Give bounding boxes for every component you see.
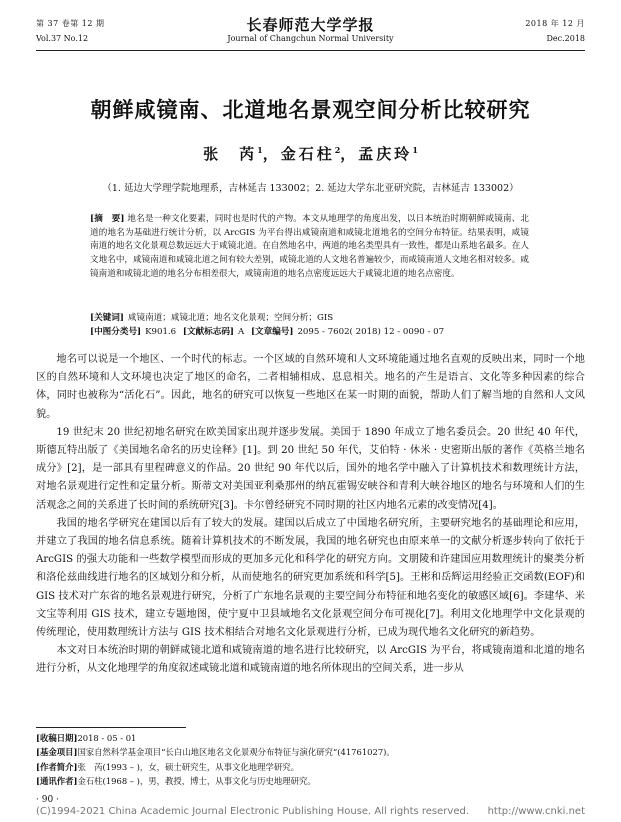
doc-code-value: A <box>237 327 245 337</box>
contact-text: 金石柱(1968 – )，男，教授，博士，从事文化与历史地理研究。 <box>77 776 316 787</box>
body-paragraph: 我国的地名学研究在建国以后有了较大的发展。建国以后成立了中国地名研究所，主要研究地名的基础理论和应用，并建立了我国的地名信息系统。随着计算机技术的不断发展，我国的地名研究也由原来单一的文献分析逐步转向了依托于 ArcGIS 的强大功能和一些数学模型而形成的更加多元化和科学化的研究方向。文朋陵和许建国应用数理统计的聚类分析和洛伦兹曲线进行地名的区域划分和分析，从而使地名的研究更加系统和科学[5]。王彬和岳辉运用经验正交函数(EOF)和 GIS 技术对广东省的地名景观进行研究，分析了广东地名景观的主要空间分布特征和地名变化的敏感区域[6]。李建华、米文宝等利用 GIS 技术，建立专题地图，使宁夏中卫县域地名文化景观空间分布可视化[7]。利用文化地理学中文化景观的传统理论，使用数理统计方法与 GIS 技术相结合对地名文化景观进行分析，已成为现代地名文化研究的新趋势。 <box>36 517 585 639</box>
author-affil-mark: 2 <box>334 145 341 155</box>
classification-line <box>90 326 529 338</box>
header-date-en: Dec.2018 <box>546 34 585 43</box>
received-label: [收稿日期] <box>36 733 78 743</box>
author-name: ，金石柱 <box>262 145 335 163</box>
body-paragraph: 19 世纪末 20 世纪初地名研究在欧美国家出现并逐步发展。美国于 1890 年成立了地名委员会。20 世纪 40 年代，斯德瓦特出版了《美国地名命名的历史诠释》[1]。到 20 世纪 50 年代，艾伯特 · 休米 · 史密斯出版的著作《英格兰地名成分》[2]，是一部具有里程碑意义的作品。20 世纪 90 年代以后，国外的地名学中融入了计算机技术和数理统计方法，对地名景观进行定性和定量分析。斯蒂文对美国亚利桑那州的纳瓦霍锡安峡谷和青利大峡谷地区的地名与环境和人们的生活观念之间的关系进了长时间的系统研究[3]。卡尔曾经研究不同时期的社区内地名元素的改变情况[4]。 <box>36 426 585 511</box>
running-header <box>36 14 585 50</box>
footnote-received <box>36 731 585 745</box>
header-journal-en: Journal of Changchun Normal University <box>227 34 394 43</box>
fund-text: 国家自然科学基金项目“长白山地区地名文化景观分布特征与演化研究”(41761027)。 <box>77 747 395 758</box>
body-paragraph: 本文对日本统治时期的朝鲜咸镜北道和咸镜南道的地名进行比较研究，以 ArcGIS 为平台，将咸镜南道和北道的地名进行分析，从文化地理学的角度叙述咸镜北道和咸镜南道的地名所体现出的空间关系，进一步从 <box>36 645 585 675</box>
article-title: 朝鲜咸镜南、北道地名景观空间分析比较研究 <box>90 97 531 122</box>
doc-code-label: [文献标志码] <box>182 327 234 337</box>
author-affil-mark: 1 <box>257 145 263 155</box>
author-name: 张 芮 <box>203 145 258 163</box>
keywords-label: [关键词] <box>90 313 124 323</box>
author-affil-mark: 1 <box>412 145 418 155</box>
body-paragraph: 地名可以说是一个地区、一个时代的标志。一个区域的自然环境和人文环境能通过地名直观的反映出来，同时一个地区的自然环境和人文环境也决定了地区的命名，二者相辅相成、息息相关。地名的产生是语言、文化等多种因素的综合体，同时也被称为“活化石”。因此，地名的研究可以恢复一些地区在某一时期的面貌，帮助人们了解当地的自然和人文风貌。 <box>36 354 585 420</box>
fund-label: [基金项目] <box>36 747 78 758</box>
footnote-author <box>36 760 585 774</box>
author-name: ，孟庆玲 <box>340 145 413 163</box>
contact-label: [通讯作者] <box>36 776 78 787</box>
affiliations: （1. 延边大学理学院地理系，吉林延吉 133002；2. 延边大学东北亚研究院，吉林延吉 133002） <box>102 183 519 194</box>
header-volume-en: Vol.37 No.12 <box>36 34 89 43</box>
footnote-contact <box>36 774 585 788</box>
copyright-text: (C)1994-2021 China Academic Journal Electronic Publishing House. All rights reserved. <box>36 806 469 817</box>
article-id-value: 2095 - 7602( 2018) 12 - 0090 - 07 <box>297 327 445 337</box>
footnote-fund <box>36 745 585 759</box>
keywords-text: 咸镜南道；咸镜北道；地名文化景观；空间分析；GIS <box>127 313 334 323</box>
author-bio-text: 张 芮(1993 – )，女，硕士研究生，从事文化地理学研究。 <box>77 761 300 772</box>
header-volume-cn: 第 37 卷第 12 期 <box>36 19 105 28</box>
footnote-divider <box>36 727 186 728</box>
abstract-text: 地名是一种文化要素，同时也是时代的产物。本文从地理学的角度出发，以日本统治时期朝鲜咸镜南、北道的地名为基础进行统计分析，以 ArcGIS 为平台得出咸镜南道和咸镜北道地名的空间分布特征。结果表明，咸镜南道的地名文化景观总数远远大于咸镜北道。在自然地名中，两道的地名类型具有一致性，都是山系地名最多。在人文地名中，咸镜南道和咸镜北道之间有较大差别，咸镜北道的人文地名普遍较少，而咸镜南道人文地名相对较多。咸镜南道和咸镜北道的地名分布相差很大，咸镜南道的地名点密度远远大于咸镜北道的地名点密度。 <box>90 214 529 279</box>
body-text <box>36 351 585 679</box>
author-list <box>0 143 621 164</box>
footnotes <box>36 731 585 789</box>
header-date-cn: 2018 年 12 月 <box>525 19 585 28</box>
header-divider <box>36 50 585 51</box>
header-journal-cn: 长春师范大学学报 <box>246 16 375 34</box>
page-number: · 90 · <box>36 795 59 805</box>
copyright-url: http://www.cnki.net <box>487 806 585 817</box>
author-bio-label: [作者简介] <box>36 761 78 772</box>
received-date: 2018 - 05 - 01 <box>77 733 137 743</box>
abstract-block <box>90 213 529 282</box>
article-id-label: [文章编号] <box>250 327 294 337</box>
copyright-footer <box>36 806 585 817</box>
abstract-label: [摘 要] <box>90 214 125 224</box>
clc-value: K901.6 <box>145 327 177 337</box>
keywords-line <box>90 312 529 324</box>
clc-label: [中图分类号] <box>90 327 142 337</box>
